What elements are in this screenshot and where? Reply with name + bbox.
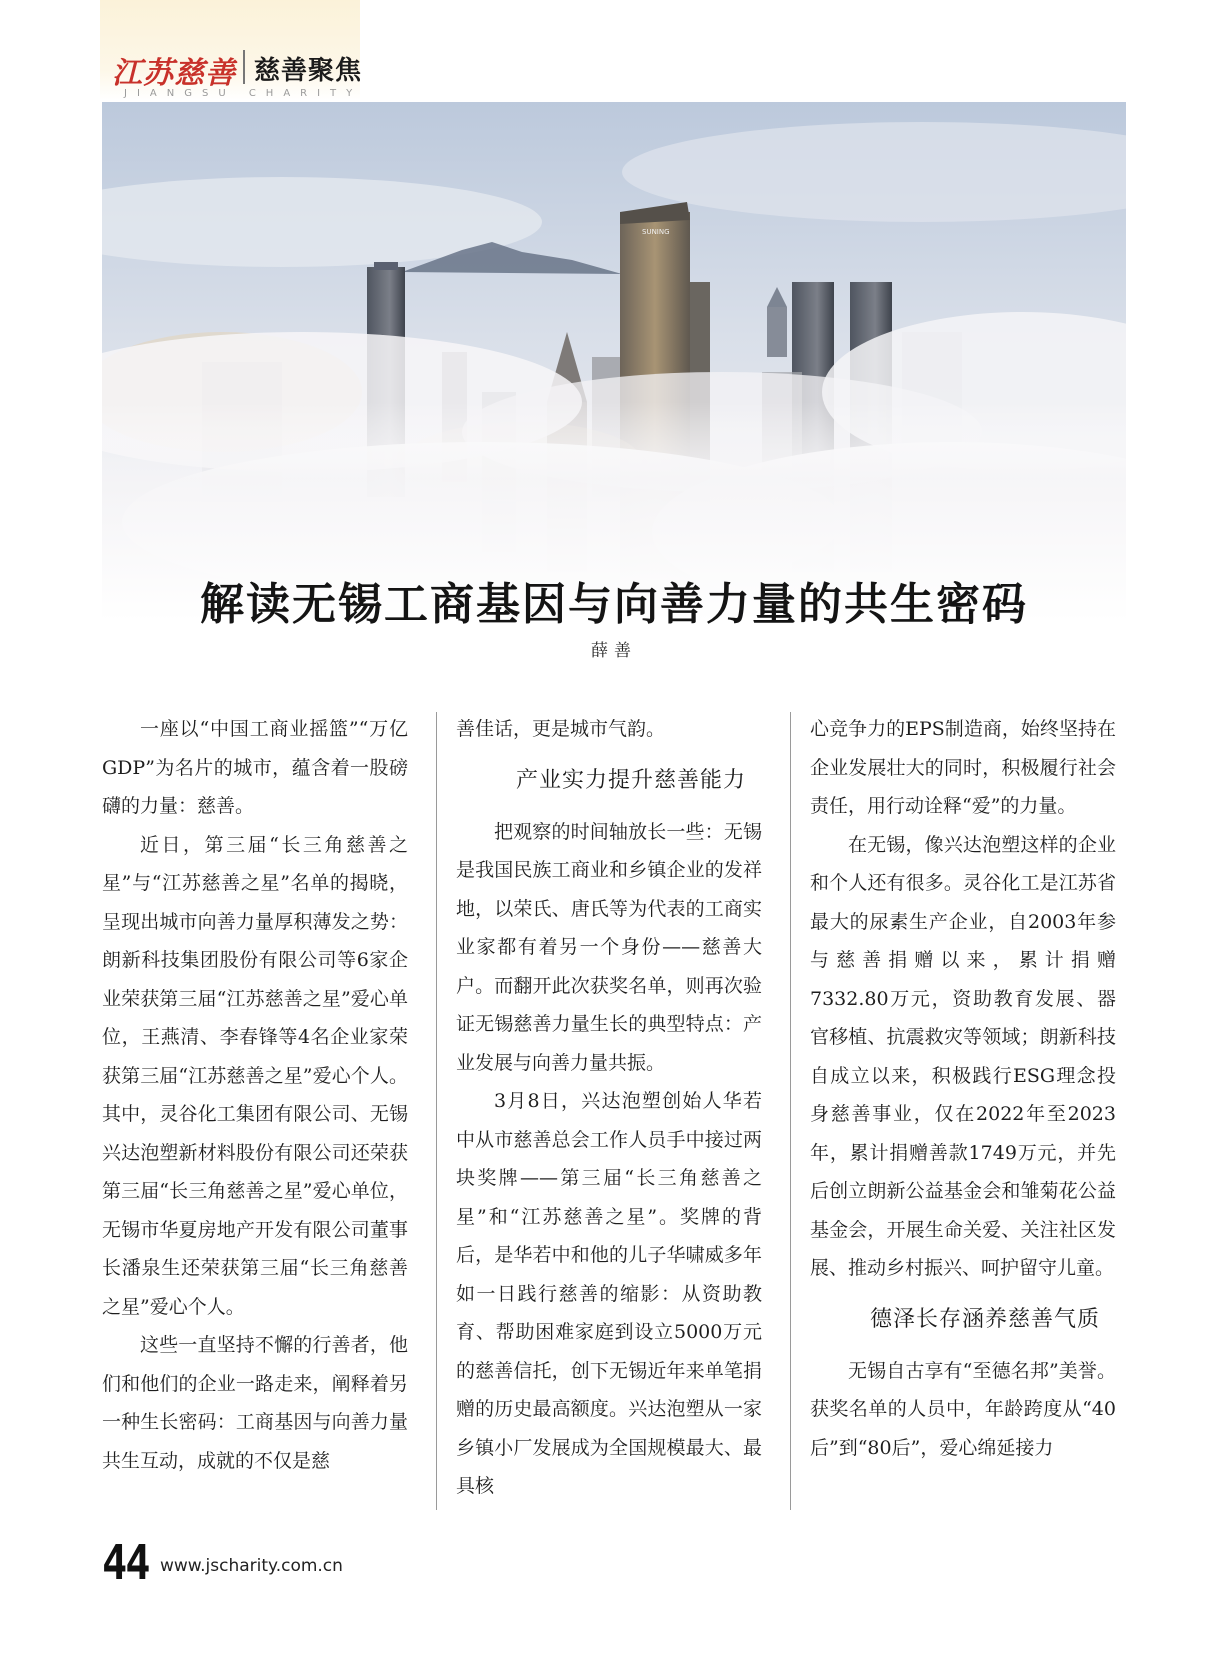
- page-number: 44: [102, 1534, 149, 1591]
- paragraph-continuation: 心竞争力的EPS制造商，始终坚持在企业发展壮大的同时，积极履行社会责任，用行动诠释“爱”的力量。: [810, 718, 1116, 817]
- magazine-logo-english: JIANGSU CHARITY: [124, 88, 363, 99]
- paragraph: 在无锡，像兴达泡塑这样的企业和个人还有很多。灵谷化工是江苏省最大的尿素生产企业，自2003年参与慈善捐赠以来，累计捐赠7332.80万元，资助教育发展、器官移植、抗震救灾等领域；朗新科技自成立以来，积极践行ESG理念投身慈善事业，仅在2022年至2023年，累计捐赠善款1749万元，并先后创立朗新公益基金会和雏菊花公益基金会，开展生命关爱、关注社区发展、推动乡村振兴、呵护留守儿童。: [810, 833, 1116, 1279]
- article-column-3: [810, 710, 1116, 1467]
- paragraph: 一座以“中国工商业摇篮”“万亿GDP”为名片的城市，蕴含着一股磅礴的力量：慈善。: [102, 718, 408, 817]
- hero-image: [102, 102, 1126, 622]
- paragraph: 3月8日，兴达泡塑创始人华若中从市慈善总会工作人员手中接过两块奖牌——第三届“长三角慈善之星”和“江苏慈善之星”。奖牌的背后，是华若中和他的儿子华啸威多年如一日践行慈善的缩影：从资助教育、帮助困难家庭到设立5000万元的慈善信托，创下无锡近年来单笔捐赠的历史最高额度。兴达泡塑从一家乡镇小厂发展成为全国规模最大、最具核: [456, 1090, 762, 1497]
- section-title: 慈善聚焦: [254, 56, 363, 86]
- magazine-logo: 江苏慈善: [112, 56, 236, 91]
- header-divider: [243, 50, 245, 84]
- building-sign: SUNING: [642, 228, 670, 236]
- column-divider: [790, 712, 791, 1510]
- subheading: 德泽长存涵养慈善气质: [869, 1306, 1100, 1332]
- paragraph: 把观察的时间轴放长一些：无锡是我国民族工商业和乡镇企业的发祥地，以荣氏、唐氏等为代表的工商实业家都有着另一个身份——慈善大户。而翻开此次获奖名单，则再次验证无锡慈善力量生长的典型特点：产业发展与向善力量共振。: [456, 820, 762, 1074]
- paragraph: 近日，第三届“长三角慈善之星”与“江苏慈善之星”名单的揭晓，呈现出城市向善力量厚积薄发之势：朗新科技集团股份有限公司等6家企业荣获第三届“江苏慈善之星”爱心单位，王燕清、李春锋等4名企业家荣获第三届“江苏慈善之星”爱心个人。其中，灵谷化工集团有限公司、无锡兴达泡塑新材料股份有限公司还荣获第三届“长三角慈善之星”爱心单位，无锡市华夏房地产开发有限公司董事长潘泉生还荣获第三届“长三角慈善之星”爱心个人。: [102, 833, 408, 1318]
- paragraph: 无锡自古享有“至德名邦”美誉。获奖名单的人员中，年龄跨度从“40后”到“80后”，爱心绵延接力: [810, 1359, 1116, 1459]
- skyline-illustration: [102, 102, 1126, 622]
- article-author: 薛善: [591, 641, 637, 661]
- subheading: 产业实力提升慈善能力: [515, 767, 746, 793]
- website-url: www.jscharity.com.cn: [160, 1556, 343, 1576]
- article-title: 解读无锡工商基因与向善力量的共生密码: [200, 579, 1028, 630]
- paragraph: 这些一直坚持不懈的行善者，他们和他们的企业一路走来，阐释着另一种生长密码：工商基因与向善力量共生互动，成就的不仅是慈: [102, 1334, 408, 1472]
- article-column-2: [456, 710, 762, 1506]
- column-divider: [436, 712, 437, 1510]
- article-column-1: [102, 710, 408, 1480]
- paragraph-continuation: 善佳话，更是城市气韵。: [456, 718, 666, 740]
